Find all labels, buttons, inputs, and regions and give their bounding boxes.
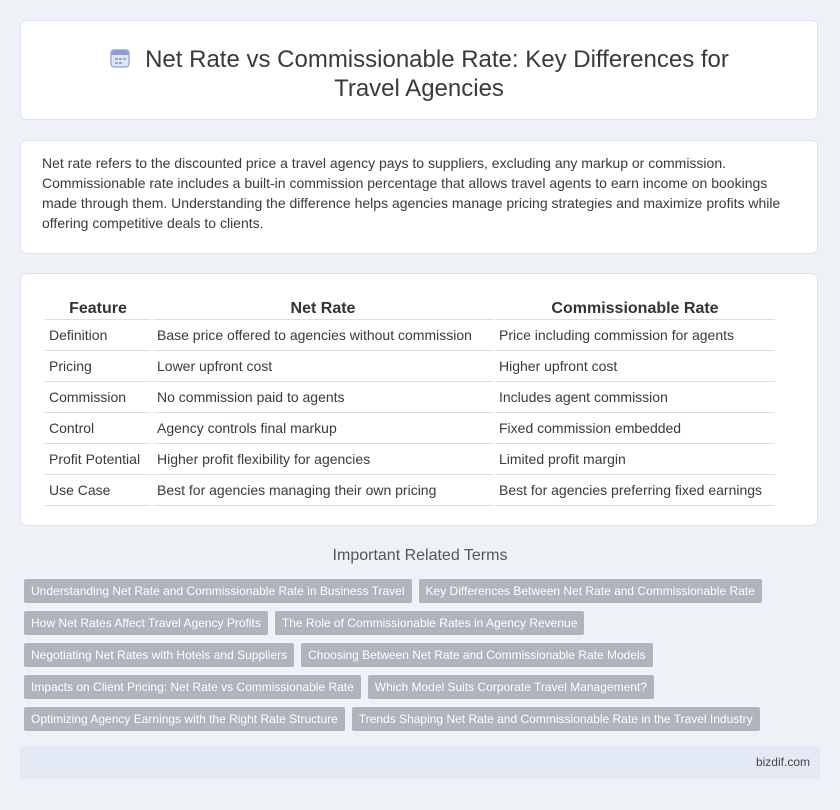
table-row xyxy=(45,475,775,506)
header-commissionable-rate: Commissionable Rate xyxy=(495,296,775,320)
related-term-link[interactable]: Choosing Between Net Rate and Commissionable Rate Models xyxy=(301,643,653,667)
related-term-link[interactable]: Optimizing Agency Earnings with the Right Rate Structure xyxy=(24,707,345,731)
related-term-link[interactable]: Understanding Net Rate and Commissionable Rate in Business Travel xyxy=(24,579,412,603)
related-term-link[interactable]: Which Model Suits Corporate Travel Management? xyxy=(368,675,654,699)
cell-feature: Control xyxy=(45,413,151,444)
cell-net-rate: Higher profit flexibility for agencies xyxy=(153,444,493,475)
cell-commissionable-rate: Includes agent commission xyxy=(495,382,775,413)
cell-commissionable-rate: Limited profit margin xyxy=(495,444,775,475)
table-header-row xyxy=(45,296,775,320)
table-row xyxy=(45,382,775,413)
intro-text: Net rate refers to the discounted price a travel agency pays to suppliers, excluding any markup or commission. Commissionable rate includes a built-in commission percentage that allows travel agents to earn income on bookings made through them. Understanding the difference helps agencies manage pricing strategies and maximize profits while offering competitive deals to clients. xyxy=(42,155,781,231)
cell-feature: Definition xyxy=(45,320,151,351)
related-term-link[interactable]: Key Differences Between Net Rate and Commissionable Rate xyxy=(419,579,762,603)
tag-row xyxy=(24,579,824,611)
footer-site-link[interactable]: bizdif.com xyxy=(755,755,810,769)
header-card xyxy=(20,20,818,120)
header-feature: Feature xyxy=(45,296,151,320)
footer xyxy=(20,746,820,779)
cell-commissionable-rate: Price including commission for agents xyxy=(495,320,775,351)
cell-net-rate: Agency controls final markup xyxy=(153,413,493,444)
related-term-link[interactable]: Negotiating Net Rates with Hotels and Suppliers xyxy=(24,643,294,667)
table-row xyxy=(45,351,775,382)
cell-net-rate: Lower upfront cost xyxy=(153,351,493,382)
page-title-text: Net Rate vs Commissionable Rate: Key Differences for Travel Agencies xyxy=(145,46,729,102)
related-term-link[interactable]: Trends Shaping Net Rate and Commissionable Rate in the Travel Industry xyxy=(352,707,760,731)
table-row xyxy=(45,413,775,444)
tag-row xyxy=(24,643,824,675)
cell-feature: Pricing xyxy=(45,351,151,382)
tag-row xyxy=(24,707,824,739)
related-terms-title: Important Related Terms xyxy=(332,547,508,564)
cell-commissionable-rate: Best for agencies preferring fixed earnings xyxy=(495,475,775,506)
cell-commissionable-rate: Higher upfront cost xyxy=(495,351,775,382)
related-terms-list xyxy=(24,579,824,739)
cell-feature: Use Case xyxy=(45,475,151,506)
table-row xyxy=(45,320,775,351)
intro-card xyxy=(20,140,818,254)
related-term-link[interactable]: The Role of Commissionable Rates in Agency Revenue xyxy=(275,611,585,635)
page-title xyxy=(81,45,757,103)
cell-feature: Profit Potential xyxy=(45,444,151,475)
tag-row xyxy=(24,675,824,707)
cell-feature: Commission xyxy=(45,382,151,413)
cell-net-rate: Best for agencies managing their own pricing xyxy=(153,475,493,506)
cell-net-rate: Base price offered to agencies without commission xyxy=(153,320,493,351)
comparison-card xyxy=(20,273,818,526)
related-term-link[interactable]: How Net Rates Affect Travel Agency Profits xyxy=(24,611,268,635)
cell-net-rate: No commission paid to agents xyxy=(153,382,493,413)
calendar-icon xyxy=(109,47,131,69)
comparison-table xyxy=(43,296,777,506)
table-row xyxy=(45,444,775,475)
header-net-rate: Net Rate xyxy=(153,296,493,320)
cell-commissionable-rate: Fixed commission embedded xyxy=(495,413,775,444)
tag-row xyxy=(24,611,824,643)
related-term-link[interactable]: Impacts on Client Pricing: Net Rate vs Commissionable Rate xyxy=(24,675,361,699)
